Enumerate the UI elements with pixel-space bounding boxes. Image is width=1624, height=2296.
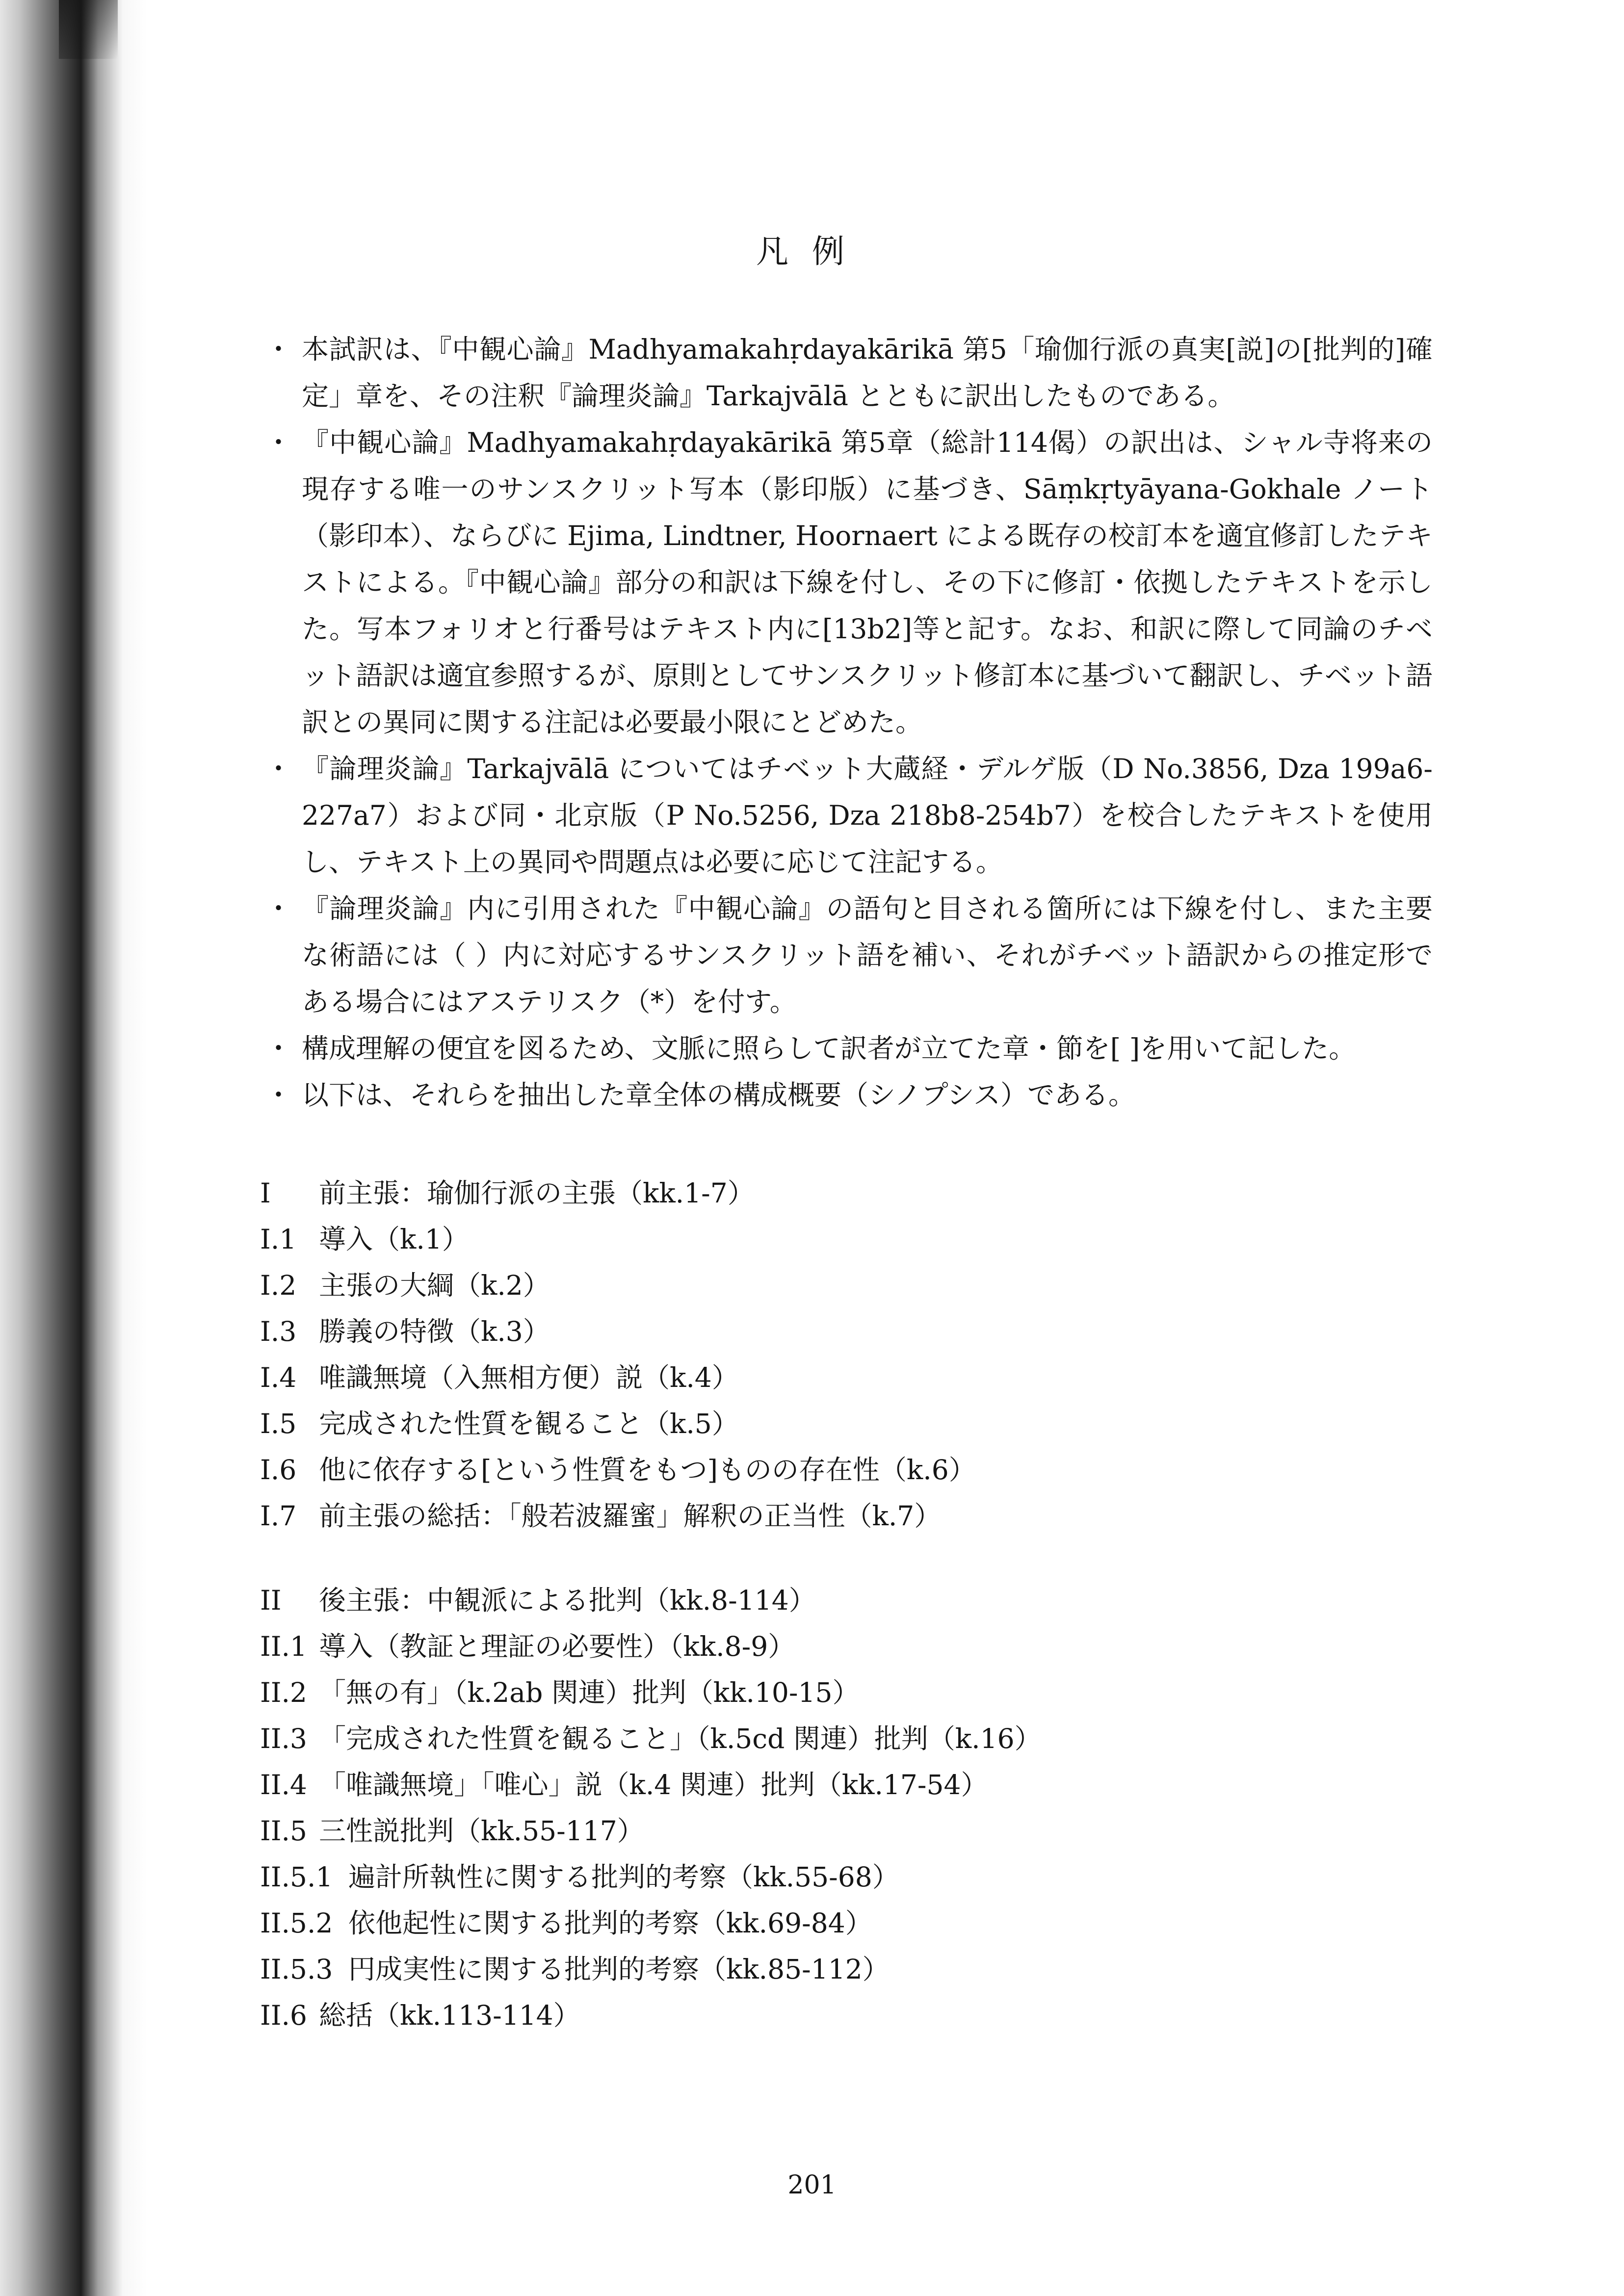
bullet-icon: ・ [265, 753, 292, 784]
toc-row [260, 1900, 1438, 1946]
toc-row [260, 1308, 1438, 1355]
toc-text: 「完成された性質を観ること」（k.5cd 関連）批判（k.16） [319, 1723, 1042, 1754]
toc-number: II.5.2 [260, 1907, 333, 1939]
toc-number: II.1 [260, 1631, 307, 1662]
list-item: ・ 『論理炎論』Tarkajvālā についてはチベット大蔵経・デルゲ版（D No.3856, Dza 199a6-227a7）および同・北京版（P No.5256, Dza 218b8-254b7）を校合したテキストを使用し、テキスト上の異同や問題点は必要に応じて注記する。 [265, 746, 1433, 886]
toc-text: 唯識無境（入無相方便）説（k.4） [319, 1362, 739, 1393]
synopsis-part-1 [260, 1170, 1438, 1539]
toc-number: I.4 [260, 1362, 297, 1393]
toc-row [260, 1670, 1438, 1716]
toc-number: II.6 [260, 2000, 307, 2031]
toc-text: 円成実性に関する批判的考察（kk.85-112） [348, 1954, 890, 1985]
list-item: ・ 本試訳は、『中観心論』Madhyamakahṛdayakārikā 第5「瑜伽行派の真実[説]の[批判的]確定」章を、その注釈『論理炎論』Tarkajvālā とともに訳出したものである。 [265, 326, 1433, 419]
list-item: ・ 『中観心論』Madhyamakahṛdayakārikā 第5章（総計114偈）の訳出は、シャル寺将来の現存する唯一のサンスクリット写本（影印版）に基づき、Sāṃkṛtyāyana-Gokhale ノート（影印本）、ならびに Ejima, Lindtner, Hoornaert による既存の校訂本を適宜修訂したテキストによる。『中観心論』部分の和訳は下線を付し、その下に修訂・依拠したテキストを示した。写本フォリオと行番号はテキスト内に[13b2]等と記す。なお、和訳に際して同論のチベット語訳は適宜参照するが、原則としてサンスクリット修訂本に基づいて翻訳し、チベット語訳との異同に関する注記は必要最小限にとどめた。 [265, 419, 1433, 746]
toc-text: 導入（教証と理証の必要性）（kk.8-9） [319, 1631, 795, 1662]
toc-row [260, 1946, 1438, 1992]
list-item: ・ 『論理炎論』内に引用された『中観心論』の語句と目される箇所には下線を付し、また主要な術語には（ ）内に対応するサンスクリット語を補い、それがチベット語訳からの推定形である場合にはアステリスク（*）を付す。 [265, 886, 1433, 1025]
toc-row [260, 1493, 1438, 1539]
bullet-icon: ・ [265, 1033, 292, 1064]
toc-number: I.3 [260, 1316, 297, 1347]
toc-number: II [260, 1585, 282, 1616]
binding-shadow [0, 0, 147, 2296]
page-title: 凡例 [756, 233, 868, 270]
toc-text: 後主張：中観派による批判（kk.8-114） [319, 1585, 816, 1616]
synopsis-part-2 [260, 1577, 1438, 2038]
toc-number: I.1 [260, 1224, 297, 1255]
toc-row [260, 1447, 1438, 1493]
toc-number: I.7 [260, 1500, 297, 1532]
toc-number: II.3 [260, 1723, 307, 1754]
list-item: ・ 以下は、それらを抽出した章全体の構成概要（シノプシス）である。 [265, 1072, 1433, 1119]
toc-text: 前主張の総括：「般若波羅蜜」解釈の正当性（k.7） [319, 1500, 942, 1532]
bullet-icon: ・ [265, 334, 292, 365]
toc-text: 導入（k.1） [319, 1224, 469, 1255]
toc-number: II.2 [260, 1677, 307, 1708]
bullet-icon: ・ [265, 427, 292, 458]
toc-row [260, 1577, 1438, 1623]
toc-text: 勝義の特徴（k.3） [319, 1316, 550, 1347]
toc-row [260, 1355, 1438, 1401]
toc-row [260, 1623, 1438, 1670]
list-item: ・ 構成理解の便宜を図るため、文脈に照らして訳者が立てた章・節を[ ]を用いて記した。 [265, 1025, 1433, 1072]
toc-row [260, 1992, 1438, 2038]
toc-row [260, 1170, 1438, 1216]
toc-row [260, 1808, 1438, 1854]
notes-list [265, 326, 1433, 1119]
toc-number: II.5.3 [260, 1954, 333, 1985]
toc-text: 完成された性質を観ること（k.5） [319, 1408, 739, 1439]
toc-row [260, 1262, 1438, 1308]
toc-number: I.2 [260, 1270, 297, 1301]
toc-text: 「無の有」（k.2ab 関連）批判（kk.10-15） [319, 1677, 860, 1708]
toc-number: II.5 [260, 1815, 307, 1847]
toc-row [260, 1854, 1438, 1900]
toc-text: 他に依存する[という性質をもつ]ものの存在性（k.6） [319, 1454, 976, 1486]
toc-text: 総括（kk.113-114） [319, 2000, 580, 2031]
toc-row [260, 1716, 1438, 1762]
toc-number: I.6 [260, 1454, 297, 1486]
toc-number: II.5.1 [260, 1861, 333, 1893]
toc-text: 「唯識無境」「唯心」説（k.4 関連）批判（kk.17-54） [319, 1769, 988, 1800]
bullet-icon: ・ [265, 893, 292, 924]
toc-text: 主張の大綱（k.2） [319, 1270, 550, 1301]
binding-shadow-corner [59, 0, 118, 59]
toc-text: 遍計所執性に関する批判的考察（kk.55-68） [348, 1861, 899, 1893]
toc-row [260, 1216, 1438, 1262]
toc-text: 前主張：瑜伽行派の主張（kk.1-7） [319, 1177, 755, 1209]
toc-text: 三性説批判（kk.55-117） [319, 1815, 644, 1847]
bullet-icon: ・ [265, 1079, 292, 1111]
toc-row [260, 1762, 1438, 1808]
toc-row [260, 1401, 1438, 1447]
toc-text: 依他起性に関する批判的考察（kk.69-84） [348, 1907, 872, 1939]
page-number: 201 [787, 2170, 837, 2200]
toc-number: I.5 [260, 1408, 297, 1439]
toc-number: II.4 [260, 1769, 307, 1800]
toc-number: I [260, 1177, 271, 1209]
